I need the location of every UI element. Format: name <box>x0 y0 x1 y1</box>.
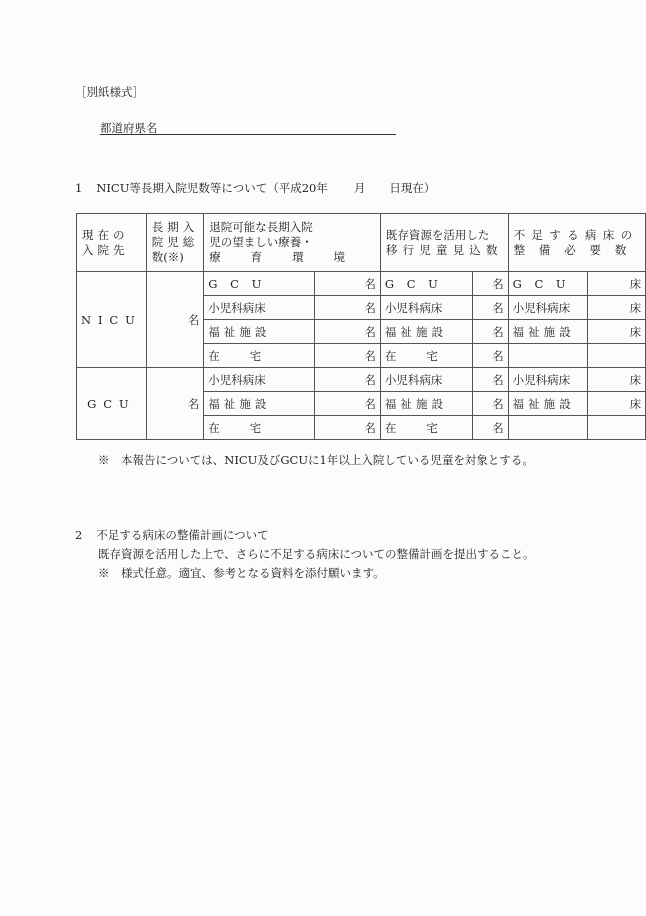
header-current-place: 現在の 入院先 <box>77 214 147 272</box>
env-label: 在宅 <box>204 344 314 368</box>
transfer-label: GCU <box>380 272 472 296</box>
env-label: 福祉施設 <box>204 320 314 344</box>
total-input-nicu[interactable]: 名 <box>146 272 204 368</box>
env-label: 小児科病床 <box>204 368 314 392</box>
total-input-gcu[interactable]: 名 <box>146 368 204 440</box>
transfer-count-input[interactable]: 名 <box>472 344 508 368</box>
form-label: ［別紙様式］ <box>75 85 144 99</box>
section1-title: NICU等長期入院児数等について（平成20年 <box>96 181 328 195</box>
header-expected-transfers: 既存資源を活用した 移行児童見込数 <box>380 214 508 272</box>
section1-heading <box>75 180 435 196</box>
env-label: GCU <box>204 272 314 296</box>
table-row <box>77 368 646 392</box>
need-count-input[interactable]: 床 <box>588 296 646 320</box>
section2-title: 不足する病床の整備計画について <box>96 528 269 542</box>
table-footnote: ※ 本報告については、NICU及びGCUに1年以上入院している児童を対象とする。 <box>98 453 534 467</box>
table-header-row <box>77 214 646 272</box>
header-desired-environment: 退院可能な長期入院 児の望ましい療養・ 療育環境 <box>204 214 381 272</box>
need-label: 小児科病床 <box>508 368 588 392</box>
transfer-count-input[interactable]: 名 <box>472 272 508 296</box>
prefecture-label: 都道府県名 <box>100 121 158 135</box>
transfer-label: 福祉施設 <box>380 392 472 416</box>
need-label-empty <box>508 416 588 440</box>
section2-number: 2 <box>75 528 83 542</box>
need-label: 小児科病床 <box>508 296 588 320</box>
need-count-input[interactable]: 床 <box>588 392 646 416</box>
need-label-empty <box>508 344 588 368</box>
transfer-count-input[interactable]: 名 <box>472 296 508 320</box>
need-count-input[interactable]: 床 <box>588 320 646 344</box>
env-count-input[interactable]: 名 <box>314 296 380 320</box>
transfer-label: 在宅 <box>380 416 472 440</box>
env-label: 小児科病床 <box>204 296 314 320</box>
env-count-input[interactable]: 名 <box>314 272 380 296</box>
section2-heading <box>75 527 269 543</box>
env-count-input[interactable]: 名 <box>314 392 380 416</box>
section2-body: 既存資源を活用した上で、さらに不足する病床についての整備計画を提出すること。 <box>98 547 535 561</box>
transfer-count-input[interactable]: 名 <box>472 416 508 440</box>
day-label: 日現在） <box>389 181 436 195</box>
env-label: 福祉施設 <box>204 392 314 416</box>
transfer-label: 在宅 <box>380 344 472 368</box>
table-row <box>77 272 646 296</box>
place-nicu: NICU <box>77 272 147 368</box>
place-gcu: GCU <box>77 368 147 440</box>
prefecture-name-field[interactable] <box>100 134 396 135</box>
header-required-beds: 不足する病床の 整備必要数 <box>508 214 646 272</box>
transfer-count-input[interactable]: 名 <box>472 392 508 416</box>
transfer-count-input[interactable]: 名 <box>472 368 508 392</box>
transfer-label: 小児科病床 <box>380 368 472 392</box>
need-count-empty <box>588 416 646 440</box>
need-count-input[interactable]: 床 <box>588 368 646 392</box>
transfer-label: 小児科病床 <box>380 296 472 320</box>
env-label: 在宅 <box>204 416 314 440</box>
transfer-label: 福祉施設 <box>380 320 472 344</box>
header-total-long-term: 長期入 院児総 数(※) <box>146 214 204 272</box>
need-label: GCU <box>508 272 588 296</box>
need-label: 福祉施設 <box>508 320 588 344</box>
need-count-empty <box>588 344 646 368</box>
env-count-input[interactable]: 名 <box>314 416 380 440</box>
month-label: 月 <box>353 181 366 195</box>
need-label: 福祉施設 <box>508 392 588 416</box>
section1-number: 1 <box>75 181 83 195</box>
env-count-input[interactable]: 名 <box>314 344 380 368</box>
transfer-count-input[interactable]: 名 <box>472 320 508 344</box>
section2-note: ※ 様式任意。適宜、参考となる資料を添付願います。 <box>98 566 385 580</box>
env-count-input[interactable]: 名 <box>314 368 380 392</box>
need-count-input[interactable]: 床 <box>588 272 646 296</box>
env-count-input[interactable]: 名 <box>314 320 380 344</box>
long-term-inpatient-table <box>76 213 646 440</box>
